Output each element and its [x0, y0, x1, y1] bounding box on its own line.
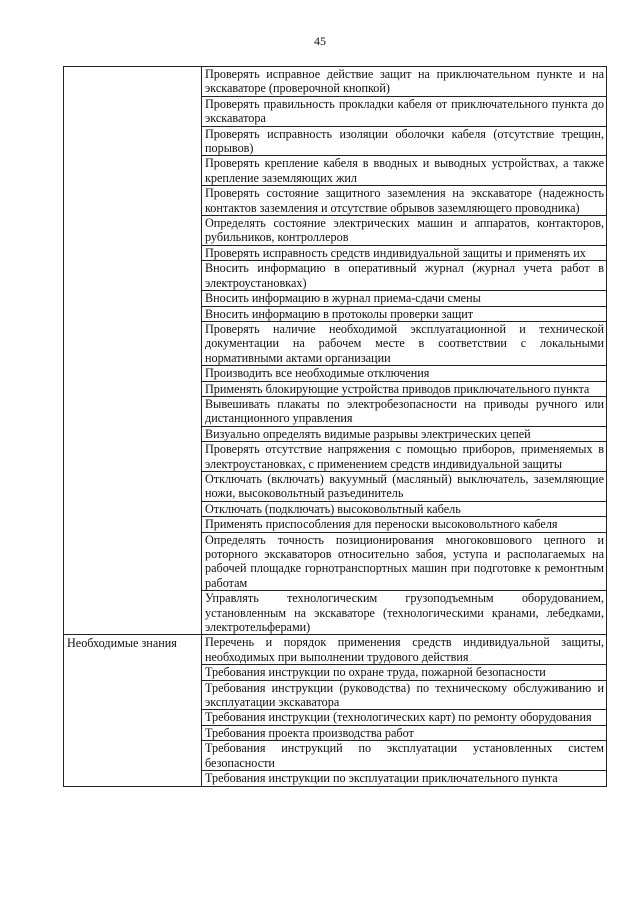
requirement-item: Требования инструкции (технологических карт) по ремонту оборудования: [202, 710, 607, 725]
requirement-item: Отключать (подключать) высоковольтный кабель: [202, 501, 607, 516]
requirement-item: Визуально определять видимые разрывы электрических цепей: [202, 426, 607, 441]
requirement-item: Вносить информацию в журнал приема-сдачи смены: [202, 291, 607, 306]
category-cell: Необходимые знания: [64, 635, 202, 786]
requirement-item: Вывешивать плакаты по электробезопасности на приводы ручного или дистанционного управления: [202, 396, 607, 426]
requirement-item: Проверять состояние защитного заземления на экскаваторе (надежность контактов заземления и отсутствие обрывов заземляющего проводника): [202, 186, 607, 216]
requirement-item: Определять точность позиционирования многоковшового цепного и роторного экскаваторов относительно забоя, уступа и располагаемых на рабочей площадке горнотранспортных машин при подготовке к ремонтным работам: [202, 532, 607, 591]
requirement-item: Проверять крепление кабеля в вводных и выводных устройствах, а также крепление заземляющих жил: [202, 156, 607, 186]
requirement-item: Проверять исправность изоляции оболочки кабеля (отсутствие трещин, порывов): [202, 126, 607, 156]
requirement-item: Требования проекта производства работ: [202, 725, 607, 740]
skills-section: [64, 67, 607, 635]
requirement-item: Проверять отсутствие напряжения с помощью приборов, применяемых в электроустановках, с применением средств индивидуальной защиты: [202, 442, 607, 472]
requirement-item: Применять приспособления для переноски высоковольтного кабеля: [202, 517, 607, 532]
requirements-table: [63, 66, 607, 787]
category-cell: [64, 67, 202, 635]
table-row: [64, 635, 607, 665]
requirement-item: Требования инструкции по охране труда, пожарной безопасности: [202, 665, 607, 680]
requirement-item: Проверять наличие необходимой эксплуатационной и технической документации на рабочем месте в соответствии с локальными нормативными актами организации: [202, 321, 607, 365]
requirement-item: Вносить информацию в протоколы проверки защит: [202, 306, 607, 321]
requirement-item: Проверять исправное действие защит на приключательном пункте и на экскаваторе (проверочной кнопкой): [202, 67, 607, 97]
requirement-item: Требования инструкции по эксплуатации приключательного пункта: [202, 771, 607, 786]
requirement-item: Проверять исправность средств индивидуальной защиты и применять их: [202, 245, 607, 260]
requirement-item: Отключать (включать) вакуумный (масляный) выключатель, заземляющие ножи, высоковольтный разъединитель: [202, 471, 607, 501]
knowledge-section: [64, 635, 607, 786]
requirement-item: Применять блокирующие устройства приводов приключательного пункта: [202, 381, 607, 396]
page-number: 45: [314, 34, 326, 48]
table-row: [64, 67, 607, 97]
requirement-item: Производить все необходимые отключения: [202, 366, 607, 381]
requirement-item: Перечень и порядок применения средств индивидуальной защиты, необходимых при выполнении трудового действия: [202, 635, 607, 665]
requirement-item: Определять состояние электрических машин и аппаратов, контакторов, рубильников, контроллеров: [202, 216, 607, 246]
requirement-item: Вносить информацию в оперативный журнал (журнал учета работ в электроустановках): [202, 261, 607, 291]
requirement-item: Требования инструкции (руководства) по техническому обслуживанию и эксплуатации экскаватора: [202, 680, 607, 710]
requirement-item: Требования инструкций по эксплуатации установленных систем безопасности: [202, 741, 607, 771]
requirement-item: Управлять технологическим грузоподъемным оборудованием, установленным на экскаваторе (технологическими кранами, лебедками, электротельферами): [202, 591, 607, 635]
requirement-item: Проверять правильность прокладки кабеля от приключательного пункта до экскаватора: [202, 96, 607, 126]
